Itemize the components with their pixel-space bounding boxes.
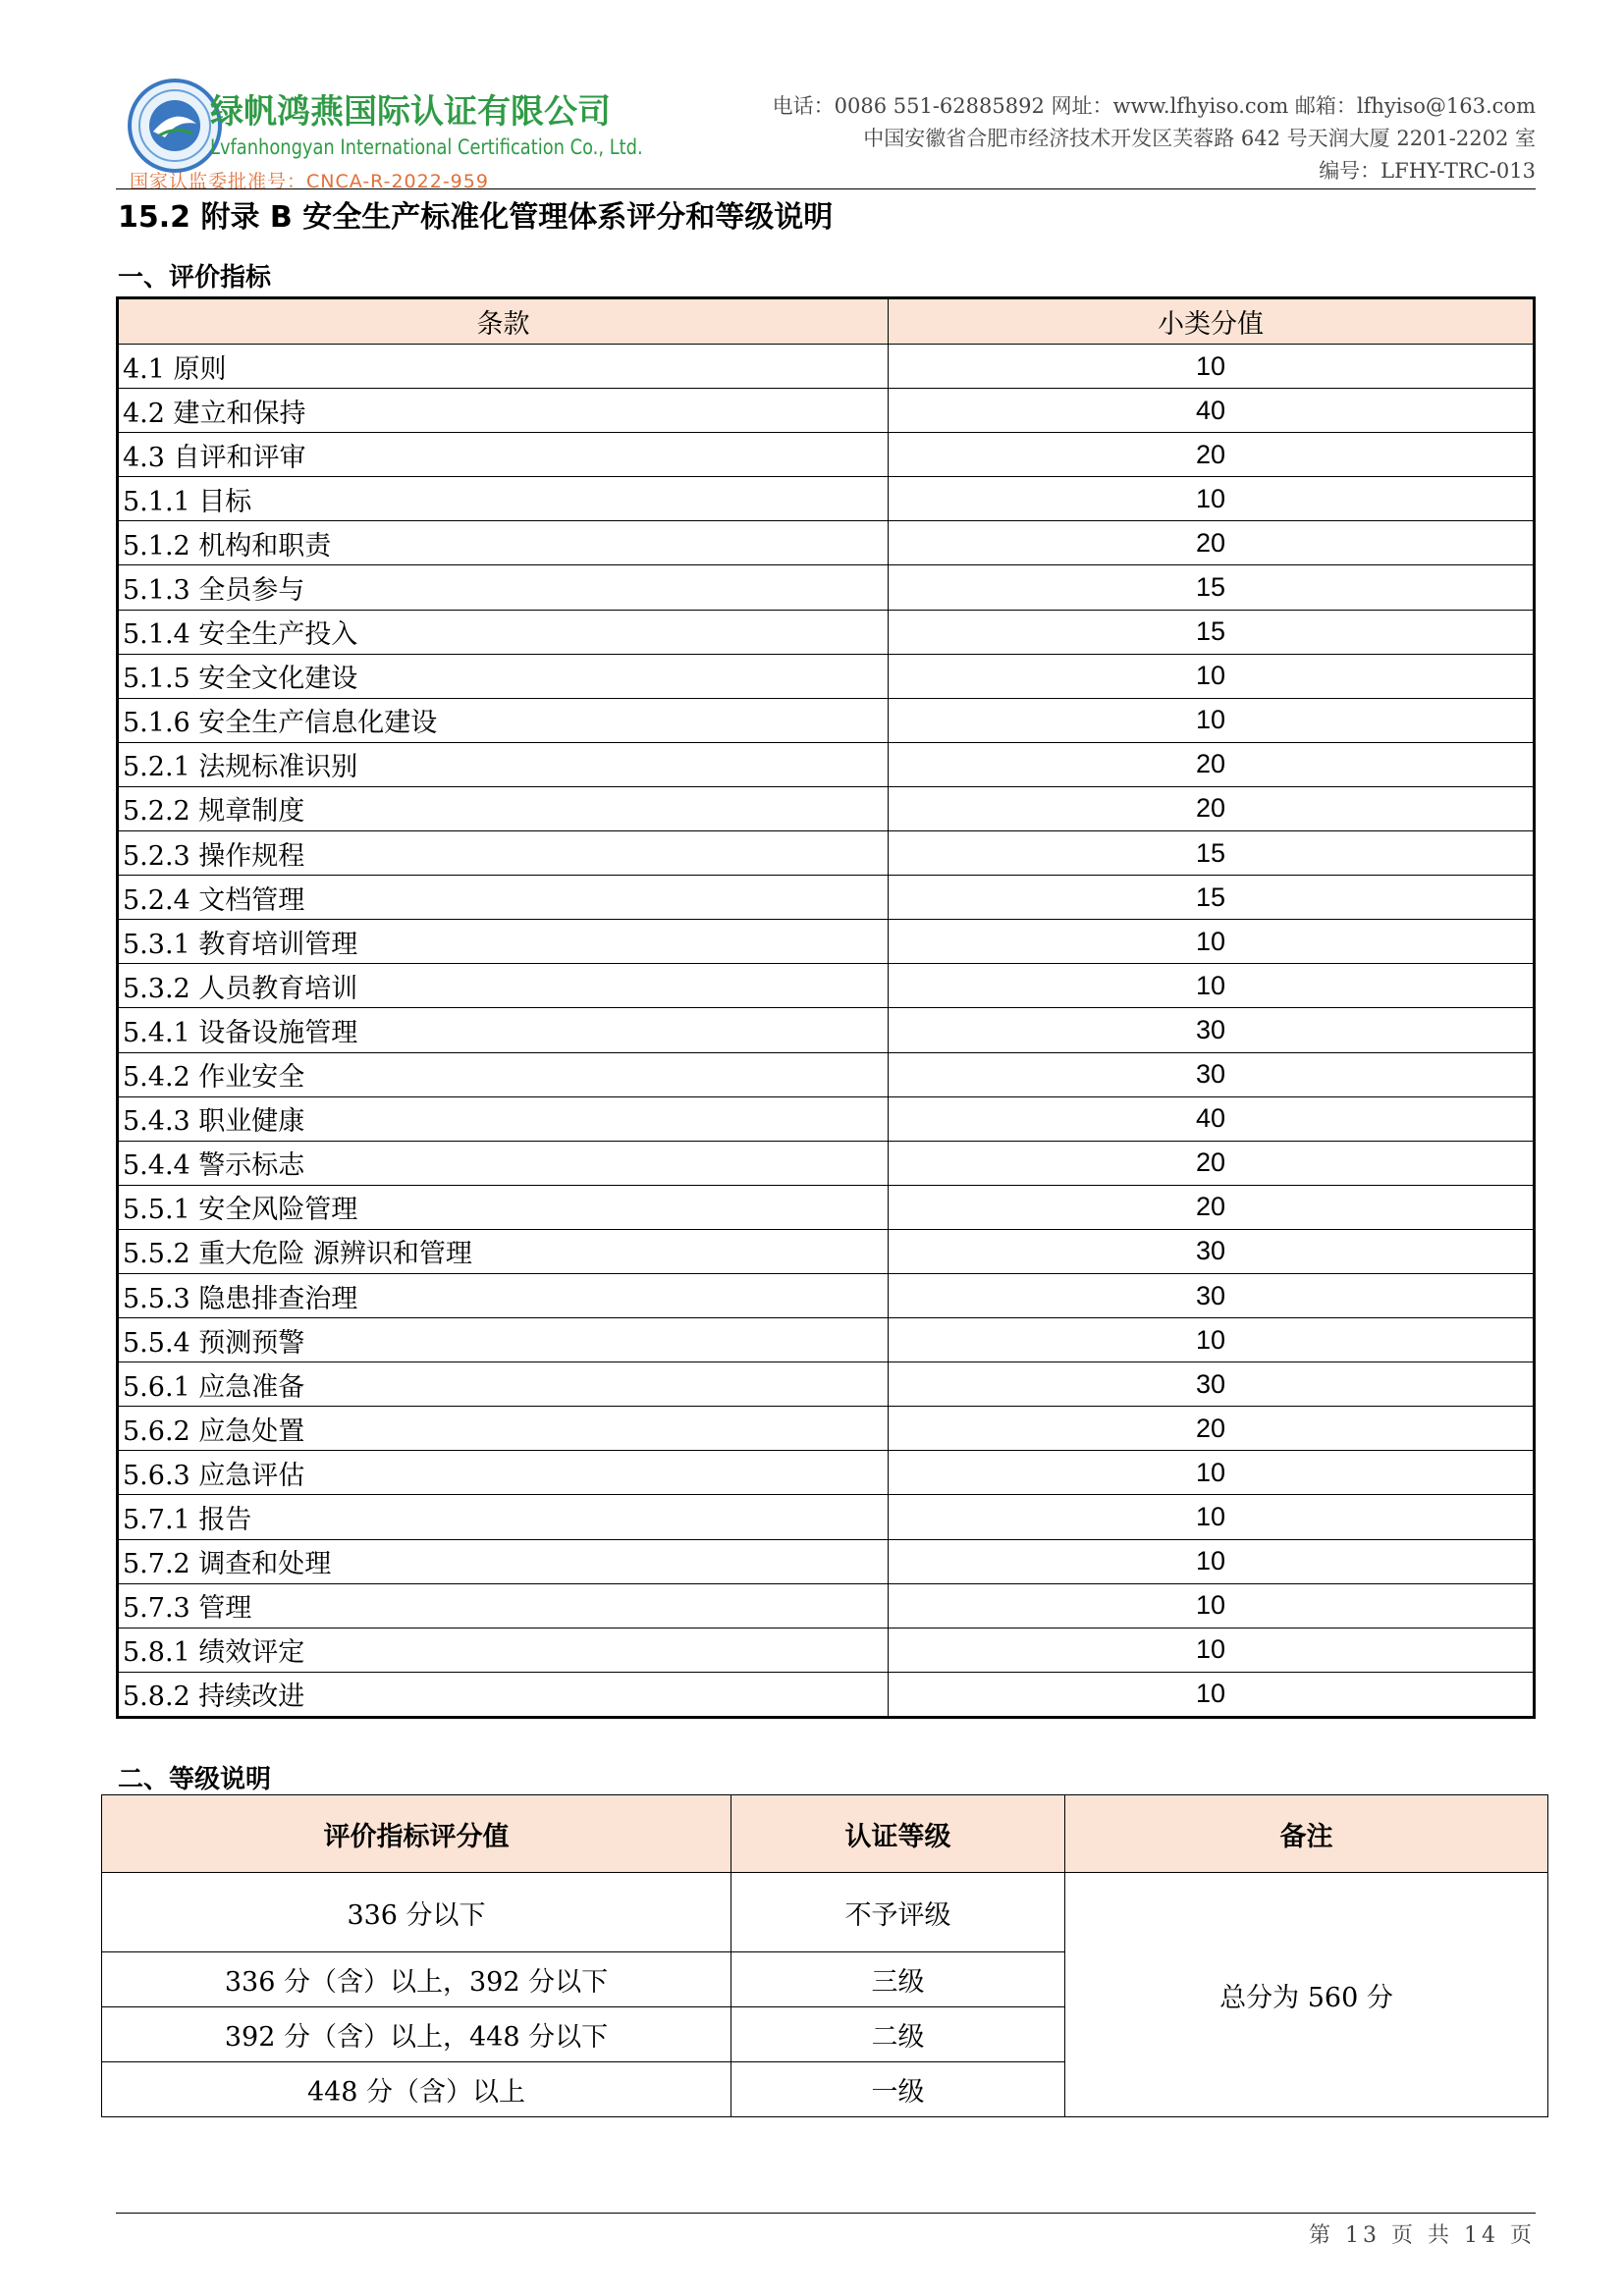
score-cell: 10	[889, 1628, 1535, 1672]
clause-cell: 5.1.5 安全文化建设	[118, 654, 889, 698]
clause-cell: 5.8.2 持续改进	[118, 1672, 889, 1717]
score-cell: 10	[889, 1318, 1535, 1362]
note-cell: 总分为 560 分	[1065, 1873, 1548, 2117]
clause-cell: 5.1.6 安全生产信息化建设	[118, 698, 889, 742]
score-cell: 10	[889, 920, 1535, 964]
score-range-cell: 392 分（含）以上，448 分以下	[102, 2007, 731, 2062]
score-cell: 10	[889, 1672, 1535, 1717]
table-row	[118, 477, 1535, 521]
table-row	[118, 964, 1535, 1008]
table-row	[118, 389, 1535, 433]
contact-line-phone: 电话：0086 551-62885892 网址：www.lfhyiso.com 邮箱：lfhyiso@163.com	[772, 94, 1536, 118]
score-cell: 15	[889, 831, 1535, 876]
clause-cell: 5.5.2 重大危险 源辨识和管理	[118, 1229, 889, 1273]
score-cell: 20	[889, 1185, 1535, 1229]
score-cell: 30	[889, 1273, 1535, 1317]
clause-cell: 5.1.4 安全生产投入	[118, 610, 889, 654]
table-row	[118, 786, 1535, 830]
score-cell: 20	[889, 742, 1535, 786]
table-row	[118, 1628, 1535, 1672]
company-name-cn: 绿帆鸿燕国际认证有限公司	[210, 92, 611, 132]
part1-title: 一、评价指标	[118, 263, 272, 293]
score-cell: 15	[889, 565, 1535, 610]
clause-cell: 5.2.1 法规标准识别	[118, 742, 889, 786]
table-row	[118, 610, 1535, 654]
table-row	[118, 698, 1535, 742]
score-cell: 20	[889, 786, 1535, 830]
score-cell: 10	[889, 1539, 1535, 1583]
table-row	[118, 433, 1535, 477]
evaluation-index-table	[116, 296, 1536, 1719]
clause-cell: 5.8.1 绩效评定	[118, 1628, 889, 1672]
score-cell: 15	[889, 876, 1535, 920]
table-row	[102, 1873, 1548, 1952]
score-range-cell: 336 分以下	[102, 1873, 731, 1952]
table-row	[118, 742, 1535, 786]
grade-cell: 三级	[731, 1952, 1065, 2007]
table-row	[118, 1008, 1535, 1052]
table-row	[118, 1407, 1535, 1451]
score-cell: 10	[889, 1583, 1535, 1628]
column-header-score: 小类分值	[889, 298, 1535, 345]
footer-divider	[116, 2213, 1536, 2214]
contact-info	[773, 90, 1536, 187]
score-cell: 30	[889, 1008, 1535, 1052]
table-header-row	[102, 1795, 1548, 1873]
table-header-row	[118, 298, 1535, 345]
table-row	[118, 1583, 1535, 1628]
clause-cell: 5.3.2 人员教育培训	[118, 964, 889, 1008]
score-cell: 20	[889, 1141, 1535, 1185]
section-title: 15.2 附录 B 安全生产标准化管理体系评分和等级说明	[118, 200, 834, 235]
table-row	[118, 1273, 1535, 1317]
clause-cell: 5.3.1 教育培训管理	[118, 920, 889, 964]
grade-cell: 二级	[731, 2007, 1065, 2062]
score-cell: 10	[889, 654, 1535, 698]
grade-cell: 不予评级	[731, 1873, 1065, 1952]
score-cell: 20	[889, 1407, 1535, 1451]
score-cell: 30	[889, 1362, 1535, 1407]
page-number: 第 13 页 共 14 页	[1309, 2223, 1536, 2248]
clause-cell: 4.3 自评和评审	[118, 433, 889, 477]
column-header-grade: 认证等级	[731, 1795, 1065, 1873]
clause-cell: 5.6.1 应急准备	[118, 1362, 889, 1407]
table-row	[118, 1229, 1535, 1273]
table-row	[118, 1451, 1535, 1495]
clause-cell: 5.5.1 安全风险管理	[118, 1185, 889, 1229]
clause-cell: 5.1.1 目标	[118, 477, 889, 521]
table-row	[118, 654, 1535, 698]
table-row	[118, 920, 1535, 964]
clause-cell: 5.7.2 调查和处理	[118, 1539, 889, 1583]
clause-cell: 4.2 建立和保持	[118, 389, 889, 433]
contact-line-code: 编号：LFHY-TRC-013	[1319, 159, 1536, 183]
clause-cell: 5.6.2 应急处置	[118, 1407, 889, 1451]
score-cell: 10	[889, 345, 1535, 389]
table-row	[118, 831, 1535, 876]
part2-title: 二、等级说明	[118, 1765, 272, 1794]
clause-cell: 4.1 原则	[118, 345, 889, 389]
company-name-en: Lvfanhongyan International Certification Co., Ltd.	[210, 135, 643, 159]
table-row	[118, 345, 1535, 389]
table-row	[118, 1539, 1535, 1583]
company-logo-icon	[126, 77, 224, 175]
score-cell: 10	[889, 1451, 1535, 1495]
clause-cell: 5.6.3 应急评估	[118, 1451, 889, 1495]
table-row	[118, 876, 1535, 920]
clause-cell: 5.7.1 报告	[118, 1495, 889, 1539]
clause-cell: 5.1.3 全员参与	[118, 565, 889, 610]
score-range-cell: 448 分（含）以上	[102, 2062, 731, 2117]
clause-cell: 5.4.4 警示标志	[118, 1141, 889, 1185]
clause-cell: 5.2.4 文档管理	[118, 876, 889, 920]
table-row	[118, 1141, 1535, 1185]
score-cell: 30	[889, 1229, 1535, 1273]
table-row	[118, 1495, 1535, 1539]
grade-cell: 一级	[731, 2062, 1065, 2117]
grade-description-table	[101, 1794, 1548, 2117]
table-row	[118, 1052, 1535, 1096]
clause-cell: 5.4.2 作业安全	[118, 1052, 889, 1096]
score-cell: 20	[889, 433, 1535, 477]
clause-cell: 5.2.3 操作规程	[118, 831, 889, 876]
column-header-score-range: 评价指标评分值	[102, 1795, 731, 1873]
column-header-note: 备注	[1065, 1795, 1548, 1873]
page-header	[116, 69, 1536, 192]
table-row	[118, 1672, 1535, 1717]
column-header-clause: 条款	[118, 298, 889, 345]
clause-cell: 5.4.1 设备设施管理	[118, 1008, 889, 1052]
table-row	[118, 1096, 1535, 1141]
score-cell: 10	[889, 698, 1535, 742]
score-cell: 40	[889, 389, 1535, 433]
clause-cell: 5.7.3 管理	[118, 1583, 889, 1628]
score-cell: 15	[889, 610, 1535, 654]
score-cell: 10	[889, 1495, 1535, 1539]
table-row	[118, 565, 1535, 610]
contact-line-address: 中国安徽省合肥市经济技术开发区芙蓉路 642 号天润大厦 2201-2202 室	[863, 127, 1536, 150]
table-row	[118, 1318, 1535, 1362]
table-row	[118, 1362, 1535, 1407]
score-range-cell: 336 分（含）以上，392 分以下	[102, 1952, 731, 2007]
score-cell: 10	[889, 964, 1535, 1008]
clause-cell: 5.2.2 规章制度	[118, 786, 889, 830]
table-row	[118, 521, 1535, 565]
score-cell: 30	[889, 1052, 1535, 1096]
approval-number: 国家认监委批准号：CNCA-R-2022-959	[130, 171, 489, 192]
score-cell: 40	[889, 1096, 1535, 1141]
clause-cell: 5.1.2 机构和职责	[118, 521, 889, 565]
score-cell: 10	[889, 477, 1535, 521]
header-divider	[116, 188, 1536, 189]
clause-cell: 5.4.3 职业健康	[118, 1096, 889, 1141]
clause-cell: 5.5.4 预测预警	[118, 1318, 889, 1362]
table-row	[118, 1185, 1535, 1229]
clause-cell: 5.5.3 隐患排查治理	[118, 1273, 889, 1317]
score-cell: 20	[889, 521, 1535, 565]
